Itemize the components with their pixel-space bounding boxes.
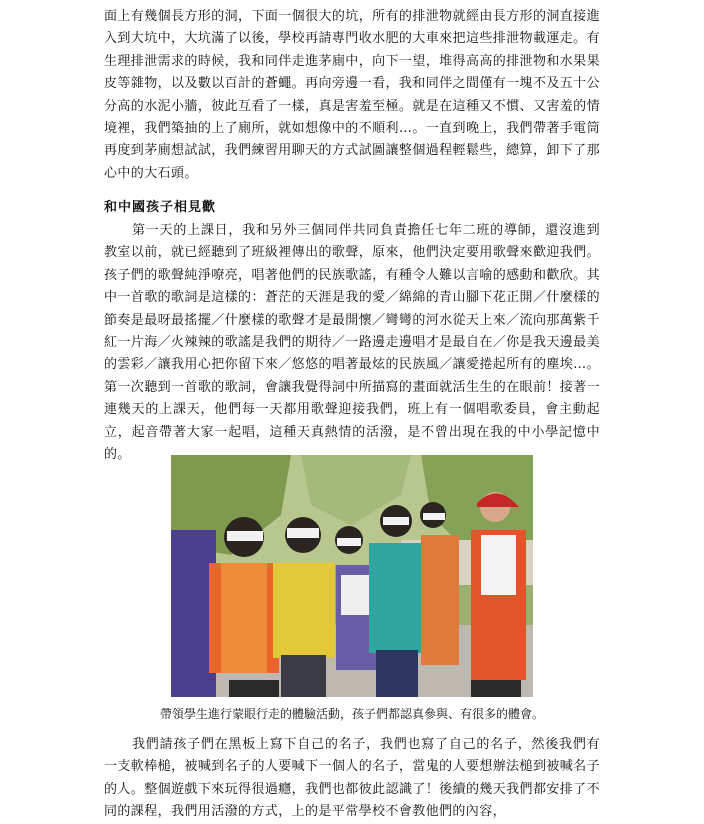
paragraph-text: 第一天的上課日，我和另外三個同伴共同負責擔任七年二班的導師，還沒進到教室以前，就已經聽到了班級裡傳出的歌聲，原來，他們決定要用歌聲來歡迎我們。孩子們的歌聲純淨嘹亮，唱著他們的民族歌謠，有種令人難以言喻的感動和歡欣。其中一首歌的歌詞是這樣的：蒼茫的天涯是我的愛／綿綿的青山腳下花正開／什麼樣的節奏是最呀最搖擺／什麼樣的歌聲才是最開懷／彎彎的河水從天上來／流向那萬紫千紅一片海／火辣辣的歌謠是我們的期待／一路邊走邊唱才是最自在／你是我天邊最美的雲彩／讓我用心把你留下來／悠悠的唱著最炫的民族風／讓愛捲起所有的塵埃…。第一次聽到一首歌的歌詞，會讓我覺得詞中所描寫的畫面就活生生的在眼前！接著一連幾天的上課天，他們每一天都用歌聲迎接我們，班上有一個唱歌委員，會主動起立，起音帶著大家一起唱，這種天真熱情的活潑，是不曾出現在我的中小學記憶中的。 <box>104 223 600 463</box>
photo-blindfold-activity <box>171 455 533 697</box>
section-heading-block <box>104 197 600 219</box>
paragraph-first-day <box>104 220 600 466</box>
paragraph-text: 我們請孩子們在黑板上寫下自己的名子，我們也寫了自己的名子，然後我們有一支軟棒槌，被喊到名子的人要喊下一個人的名子，當鬼的人要想辦法槌到被喊名子的人。整個遊戲下來玩得很過癮，我們也都彼此認識了！後續的幾天我們都安排了不同的課程，我們用活潑的方式，上的是平常學校不會教他們的內容， <box>104 737 600 820</box>
paragraph-toilet <box>104 6 600 185</box>
paragraph-names-game <box>104 734 600 824</box>
section-heading: 和中國孩子相見歡 <box>104 200 217 215</box>
photo-illustration <box>171 455 533 697</box>
paragraph-text: 面上有幾個長方形的洞，下面一個很大的坑，所有的排泄物就經由長方形的洞直接進入到大坑中，大坑滿了以後，學校再請專門收水肥的大車來把這些排泄物載運走。有生理排泄需求的時候，我和同伴走進茅廁中，向下一望，堆得高高的排泄物和水果果皮等雜物，以及數以百計的蒼蠅。再向旁邊一看，我和同伴之間僅有一塊不及五十公分高的水泥小牆，彼此互看了一樣，真是害羞至極。就是在這種又不慣、又害羞的情境裡，我們築抽的上了廁所，就如想像中的不順利…。一直到晚上，我們帶著手電筒再度到茅廁想試試，我們練習用聊天的方式試圖讓整個過程輕鬆些，總算，卸下了那心中的大石頭。 <box>104 9 600 181</box>
photo-caption: 帶領學生進行蒙眼行走的體驗活動，孩子們都認真參與、有很多的體會。 <box>159 707 544 721</box>
